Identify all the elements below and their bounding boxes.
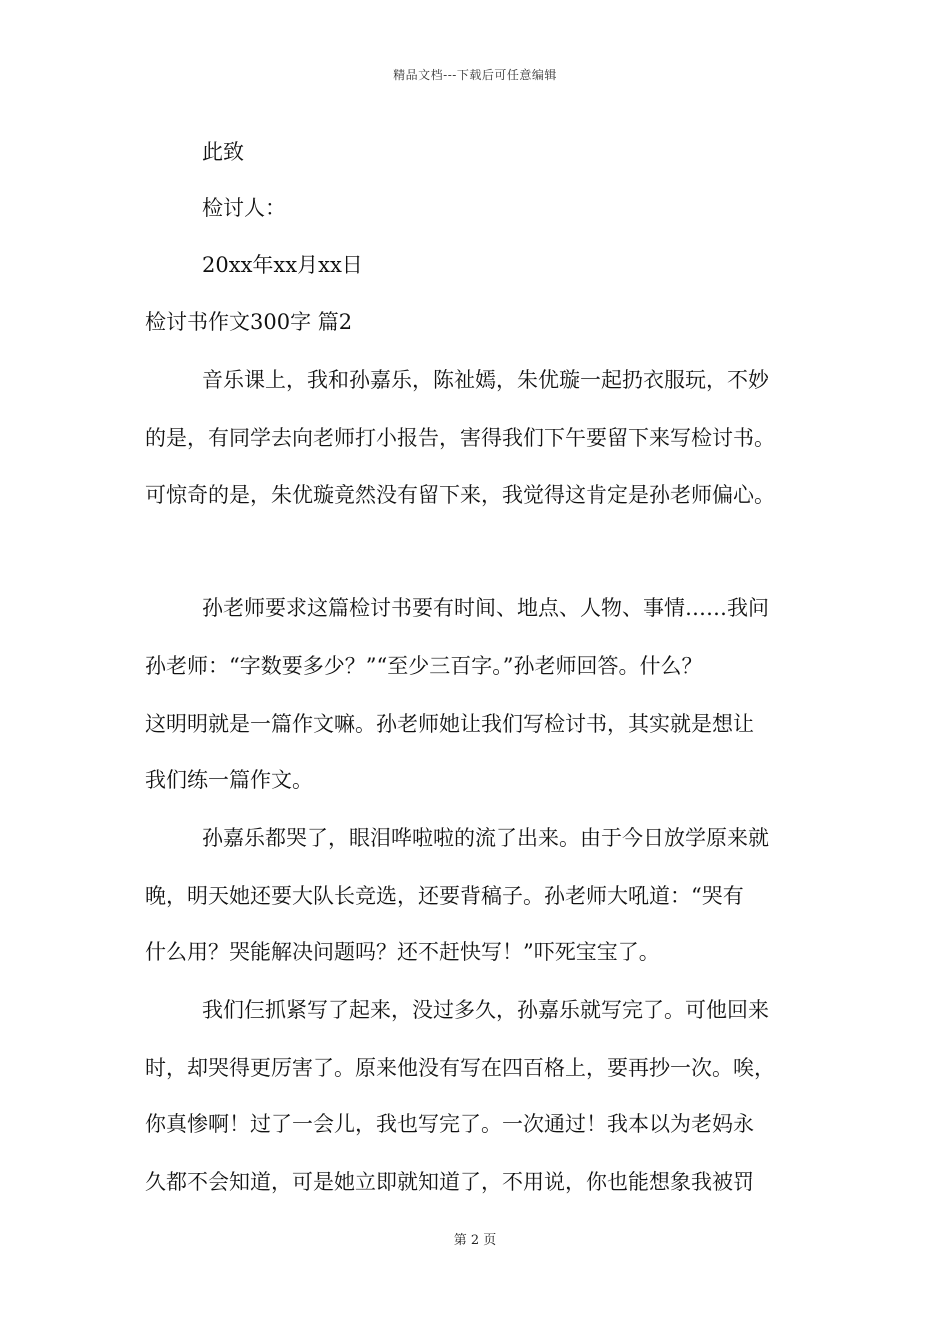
paragraph-line: 久都不会知道，可是她立即就知道了，不用说，你也能想象我被罚 xyxy=(145,1170,754,1194)
paragraph-line: 我们练一篇作文。 xyxy=(145,768,313,792)
page-header: 精品文档---下载后可任意编辑 xyxy=(393,68,557,82)
paragraph-line: 晚，明天她还要大队长竞选，还要背稿子。孙老师大吼道：“哭有 xyxy=(145,884,744,908)
closing-date: 20xx年xx月xx日 xyxy=(202,253,363,277)
paragraph-line: 孙嘉乐都哭了，眼泪哗啦啦的流了出来。由于今日放学原来就 xyxy=(202,826,769,850)
paragraph-line: 音乐课上，我和孙嘉乐，陈祉嫣，朱优璇一起扔衣服玩，不妙 xyxy=(202,368,769,392)
closing-salutation: 此致 xyxy=(202,140,244,164)
paragraph-line: 的是，有同学去向老师打小报告，害得我们下午要留下来写检讨书。 xyxy=(145,426,775,450)
paragraph-line: 时，却哭得更厉害了。原来他没有写在四百格上，要再抄一次。唉， xyxy=(145,1056,775,1080)
page-number: 第 2 页 xyxy=(453,1233,497,1248)
paragraph-line: 可惊奇的是，朱优璇竟然没有留下来，我觉得这肯定是孙老师偏心。 xyxy=(145,483,775,507)
paragraph-line: 这明明就是一篇作文嘛。孙老师她让我们写检讨书，其实就是想让 xyxy=(145,712,754,736)
paragraph-line: 我们仨抓紧写了起来，没过多久，孙嘉乐就写完了。可他回来 xyxy=(202,998,769,1022)
paragraph-line: 你真惨啊！过了一会儿，我也写完了。一次通过！我本以为老妈永 xyxy=(145,1112,754,1136)
paragraph-line: 孙老师：“字数要多少？”“至少三百字。”孙老师回答。什么？ xyxy=(145,654,703,678)
paragraph-line: 孙老师要求这篇检讨书要有时间、地点、人物、事情……我问 xyxy=(202,596,769,620)
closing-signer: 检讨人： xyxy=(202,196,286,220)
paragraph-line: 什么用？哭能解决问题吗？还不赶快写！”吓死宝宝了。 xyxy=(145,940,660,964)
section-title: 检讨书作文300字 篇2 xyxy=(145,310,353,334)
